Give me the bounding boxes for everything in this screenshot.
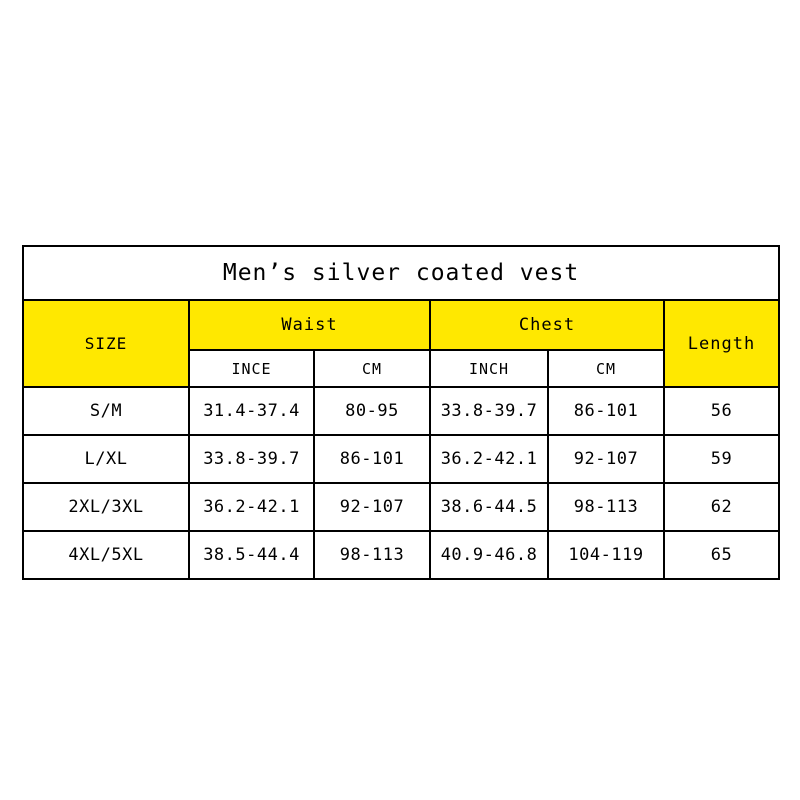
cell-length-cm: 56 [664,387,779,435]
cell-chest-cm: 104-119 [548,531,664,579]
size-chart-container [22,245,778,580]
unit-header-chest-inch: INCH [430,350,548,387]
cell-chest-inch: 36.2-42.1 [430,435,548,483]
table-row [23,531,779,579]
cell-size: 2XL/3XL [23,483,189,531]
cell-waist-inch: 31.4-37.4 [189,387,314,435]
column-header-length: Length [664,300,779,387]
cell-size: L/XL [23,435,189,483]
cell-waist-inch: 36.2-42.1 [189,483,314,531]
cell-length-cm: 62 [664,483,779,531]
cell-length-cm: 59 [664,435,779,483]
column-header-size: SIZE [23,300,189,387]
unit-header-waist-inch: INCE [189,350,314,387]
cell-waist-cm: 92-107 [314,483,430,531]
cell-size: S/M [23,387,189,435]
table-row [23,435,779,483]
cell-chest-cm: 92-107 [548,435,664,483]
table-row [23,387,779,435]
cell-waist-cm: 86-101 [314,435,430,483]
cell-chest-cm: 98-113 [548,483,664,531]
cell-chest-inch: 33.8-39.7 [430,387,548,435]
cell-chest-cm: 86-101 [548,387,664,435]
cell-waist-cm: 80-95 [314,387,430,435]
unit-header-chest-cm: CM [548,350,664,387]
column-header-waist: Waist [189,300,430,350]
size-chart-table [22,245,780,580]
table-group-header-row [23,300,779,350]
cell-size: 4XL/5XL [23,531,189,579]
cell-chest-inch: 38.6-44.5 [430,483,548,531]
unit-header-waist-cm: CM [314,350,430,387]
cell-length-cm: 65 [664,531,779,579]
column-header-chest: Chest [430,300,664,350]
table-row [23,483,779,531]
cell-chest-inch: 40.9-46.8 [430,531,548,579]
cell-waist-inch: 33.8-39.7 [189,435,314,483]
table-title-row [23,246,779,300]
page-title: Men’s silver coated vest [23,246,779,300]
cell-waist-cm: 98-113 [314,531,430,579]
cell-waist-inch: 38.5-44.4 [189,531,314,579]
